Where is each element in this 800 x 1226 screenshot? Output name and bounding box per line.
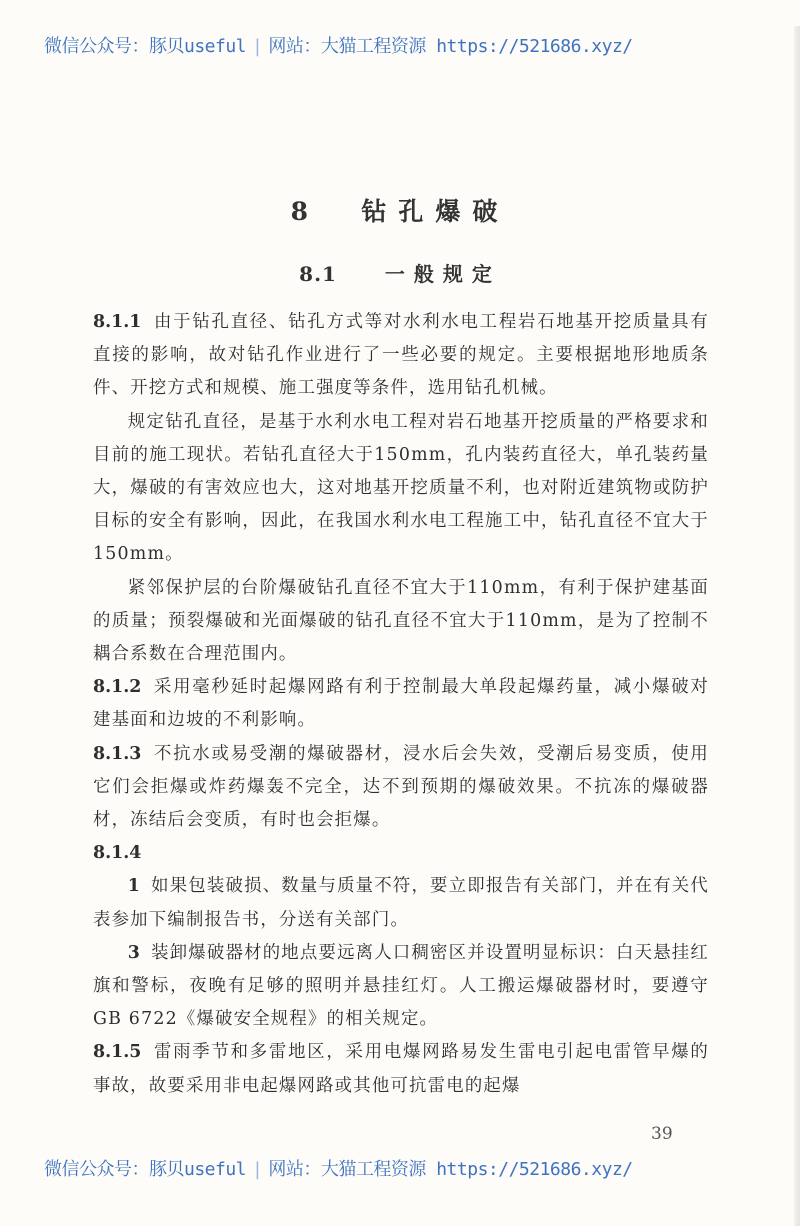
watermark-site: 网站：大猫工程资源 [268, 36, 426, 57]
watermark-separator: | [252, 36, 263, 57]
watermark-header [44, 32, 764, 58]
clause-number: 8.1.1 [93, 312, 142, 332]
clause-8-1-1 [93, 306, 709, 406]
clause-item [93, 870, 709, 936]
section-title [0, 258, 800, 287]
clause-8-1-4 [93, 837, 709, 870]
clause-8-1-2 [93, 671, 709, 737]
document-body [93, 306, 709, 1103]
clause-item [93, 937, 709, 1037]
item-number: 3 [127, 942, 142, 963]
page-number: 39 [651, 1124, 673, 1144]
clause-text: 采用毫秒延时起爆网路有利于控制最大单段起爆药量，减小爆破对建基面和边坡的不利影响。 [93, 677, 709, 731]
clause-text: 由于钻孔直径、钻孔方式等对水利水电工程岩石地基开挖质量具有直接的影响，故对钻孔作业进行了一些必要的规定。主要根据地形地质条件、开挖方式和规模、施工强度等条件，选用钻孔机械。 [93, 312, 709, 399]
clause-text: 不抗水或易受潮的爆破器材，浸水后会失效，受潮后易变质，使用它们会拒爆或炸药爆轰不完全，达不到预期的爆破效果。不抗冻的爆破器材，冻结后会变质，有时也会拒爆。 [93, 743, 709, 831]
watermark-wechat: 微信公众号：豚贝useful [44, 36, 247, 57]
clause-number: 8.1.4 [93, 843, 142, 864]
clause-8-1-5 [93, 1036, 709, 1102]
item-text: 装卸爆破器材的地点要远离人口稠密区并设置明显标识：白天悬挂红旗和警标，夜晚有足够的照明并悬挂红灯。人工搬运爆破器材时，要遵守 GB 6722《爆破安全规程》的相关规定。 [93, 942, 709, 1030]
clause-number: 8.1.3 [93, 743, 142, 764]
section-name: 一般规定 [384, 262, 501, 286]
chapter-name: 钻孔爆破 [361, 197, 510, 226]
item-number: 1 [127, 876, 142, 897]
clause-paragraph: 规定钻孔直径，是基于水利水电工程对岩石地基开挖质量的严格要求和目前的施工现状。若钻孔直径大于150mm，孔内装药直径大，单孔装药量大，爆破的有害效应也大，这对地基开挖质量不利，也对附近建筑物或防护目标的安全有影响，因此，在我国水利水电工程施工中，钻孔直径不宜大于150mm。 [93, 411, 709, 565]
watermark-url[interactable]: https://521686.xyz/ [436, 36, 633, 57]
watermark-url[interactable]: https://521686.xyz/ [436, 1159, 633, 1180]
item-text: 如果包装破损、数量与质量不符，要立即报告有关部门，并在有关代表参加下编制报告书，分送有关部门。 [93, 876, 709, 930]
clause-number: 8.1.2 [93, 677, 142, 698]
clause-paragraph: 紧邻保护层的台阶爆破钻孔直径不宜大于110mm，有利于保护建基面的质量；预裂爆破和光面爆破的钻孔直径不宜大于110mm，是为了控制不耦合系数在合理范围内。 [93, 577, 709, 665]
watermark-site: 网站：大猫工程资源 [268, 1159, 426, 1180]
clause-text: 雷雨季节和多雷地区，采用电爆网路易发生雷电引起电雷管早爆的事故，故要采用非电起爆网路或其他可抗雷电的起爆 [93, 1042, 709, 1096]
clause-8-1-3 [93, 738, 709, 838]
chapter-number: 8 [290, 197, 320, 226]
clause-number: 8.1.5 [93, 1042, 142, 1063]
section-number: 8.1 [299, 262, 337, 286]
watermark-separator: | [252, 1159, 263, 1180]
chapter-title [0, 192, 800, 228]
watermark-wechat: 微信公众号：豚贝useful [44, 1159, 247, 1180]
watermark-footer [44, 1155, 764, 1181]
